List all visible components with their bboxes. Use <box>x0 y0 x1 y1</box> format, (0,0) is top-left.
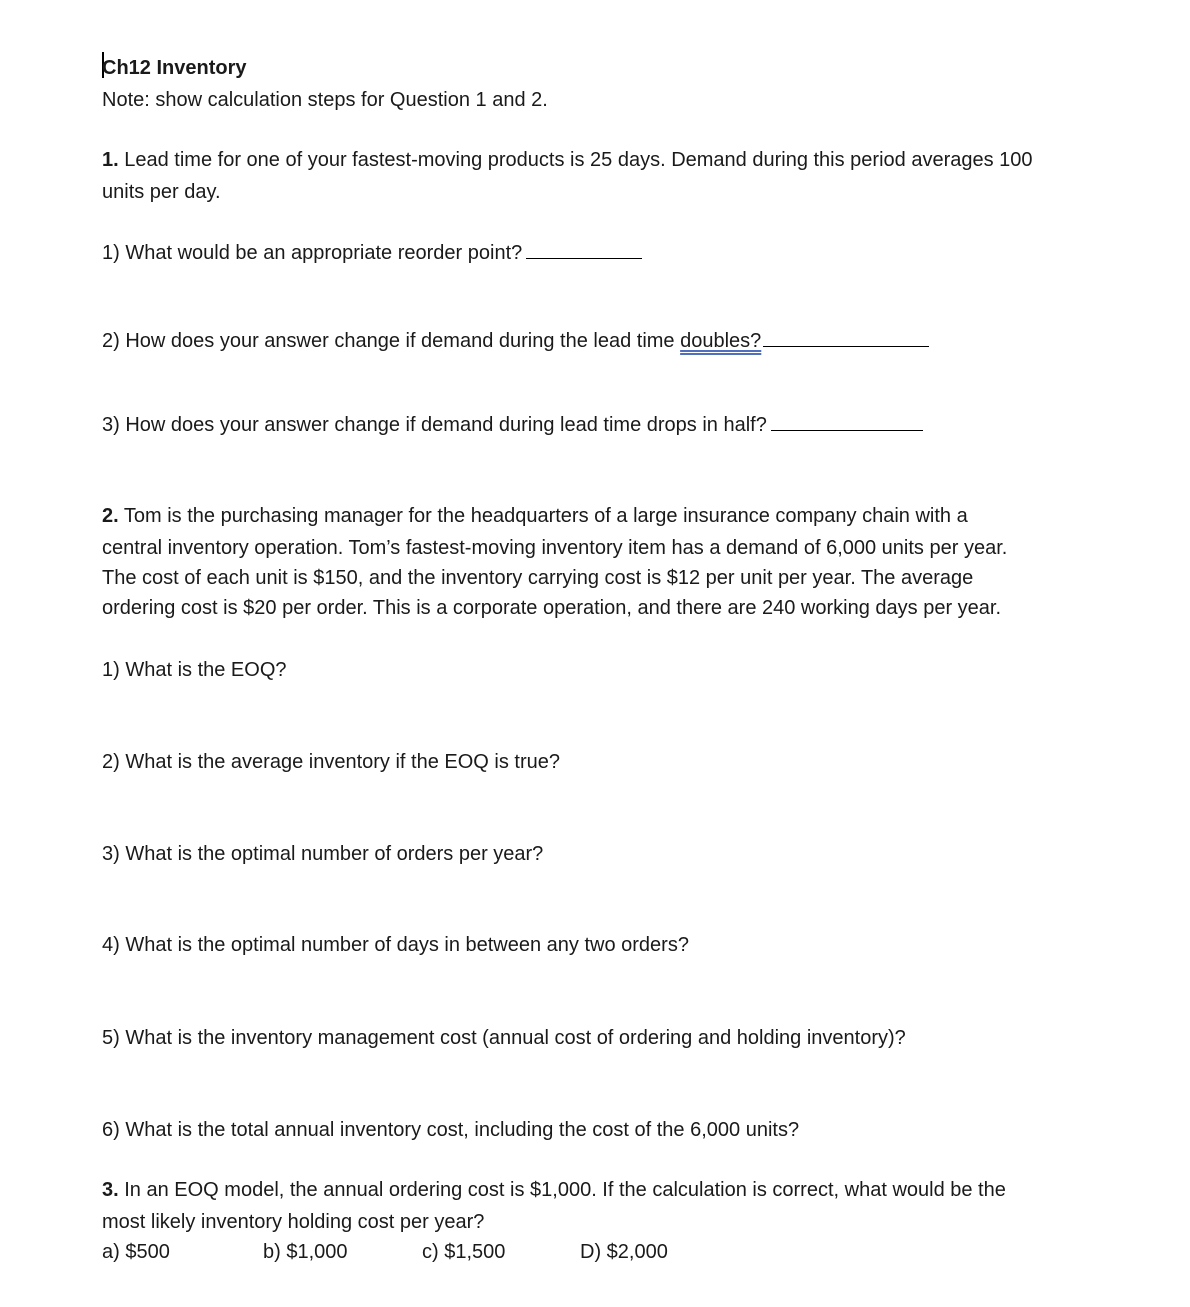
q2-sub6: 6) What is the total annual inventory cost, including the cost of the 6,000 units? <box>102 1119 800 1141</box>
q2-text-line4: ordering cost is $20 per order. This is a corporate operation, and there are 240 working days per year. <box>102 597 1002 619</box>
q3-text-line1: 3. In an EOQ model, the annual ordering cost is $1,000. If the calculation is correct, what would be the <box>102 1179 1006 1201</box>
q3-option-b: b) $1,000 <box>263 1241 348 1263</box>
q2-sub5: 5) What is the inventory management cost (annual cost of ordering and holding inventory)? <box>102 1027 906 1049</box>
q2-number: 2. <box>102 505 119 527</box>
q1-text-line2: units per day. <box>102 181 221 203</box>
q2-sub3: 3) What is the optimal number of orders per year? <box>102 843 544 865</box>
q1-sub2: 2) How does your answer change if demand during the lead time doubles? <box>102 324 929 356</box>
note: Note: show calculation steps for Question 1 and 2. <box>102 89 548 111</box>
q2-text-line1: 2. Tom is the purchasing manager for the headquarters of a large insurance company chain with a <box>102 505 968 527</box>
q3-text-line2: most likely inventory holding cost per year? <box>102 1211 485 1233</box>
q3-option-c: c) $1,500 <box>422 1241 506 1263</box>
q2-sub1: 1) What is the EOQ? <box>102 659 287 681</box>
q2-sub4: 4) What is the optimal number of days in between any two orders? <box>102 934 689 956</box>
q1-text-line1: 1. Lead time for one of your fastest-moving products is 25 days. Demand during this period averages 100 <box>102 149 1033 171</box>
q2-sub2: 2) What is the average inventory if the EOQ is true? <box>102 751 560 773</box>
q1-sub1: 1) What would be an appropriate reorder point? <box>102 236 642 268</box>
q3-option-d: D) $2,000 <box>580 1241 668 1263</box>
q3-option-a: a) $500 <box>102 1241 170 1263</box>
q1-number: 1. <box>102 149 119 171</box>
q2-text-line2: central inventory operation. Tom’s fastest-moving inventory item has a demand of 6,000 units per year. <box>102 537 1008 559</box>
answer-blank[interactable] <box>763 324 929 347</box>
answer-blank[interactable] <box>771 408 923 431</box>
answer-blank[interactable] <box>526 236 642 259</box>
q2-text-line3: The cost of each unit is $150, and the inventory carrying cost is $12 per unit per year. The average <box>102 567 974 589</box>
flagged-word: doubles? <box>680 330 762 352</box>
page-title: Ch12 Inventory <box>102 57 247 79</box>
q3-number: 3. <box>102 1179 119 1201</box>
q1-sub3: 3) How does your answer change if demand during lead time drops in half? <box>102 408 923 440</box>
